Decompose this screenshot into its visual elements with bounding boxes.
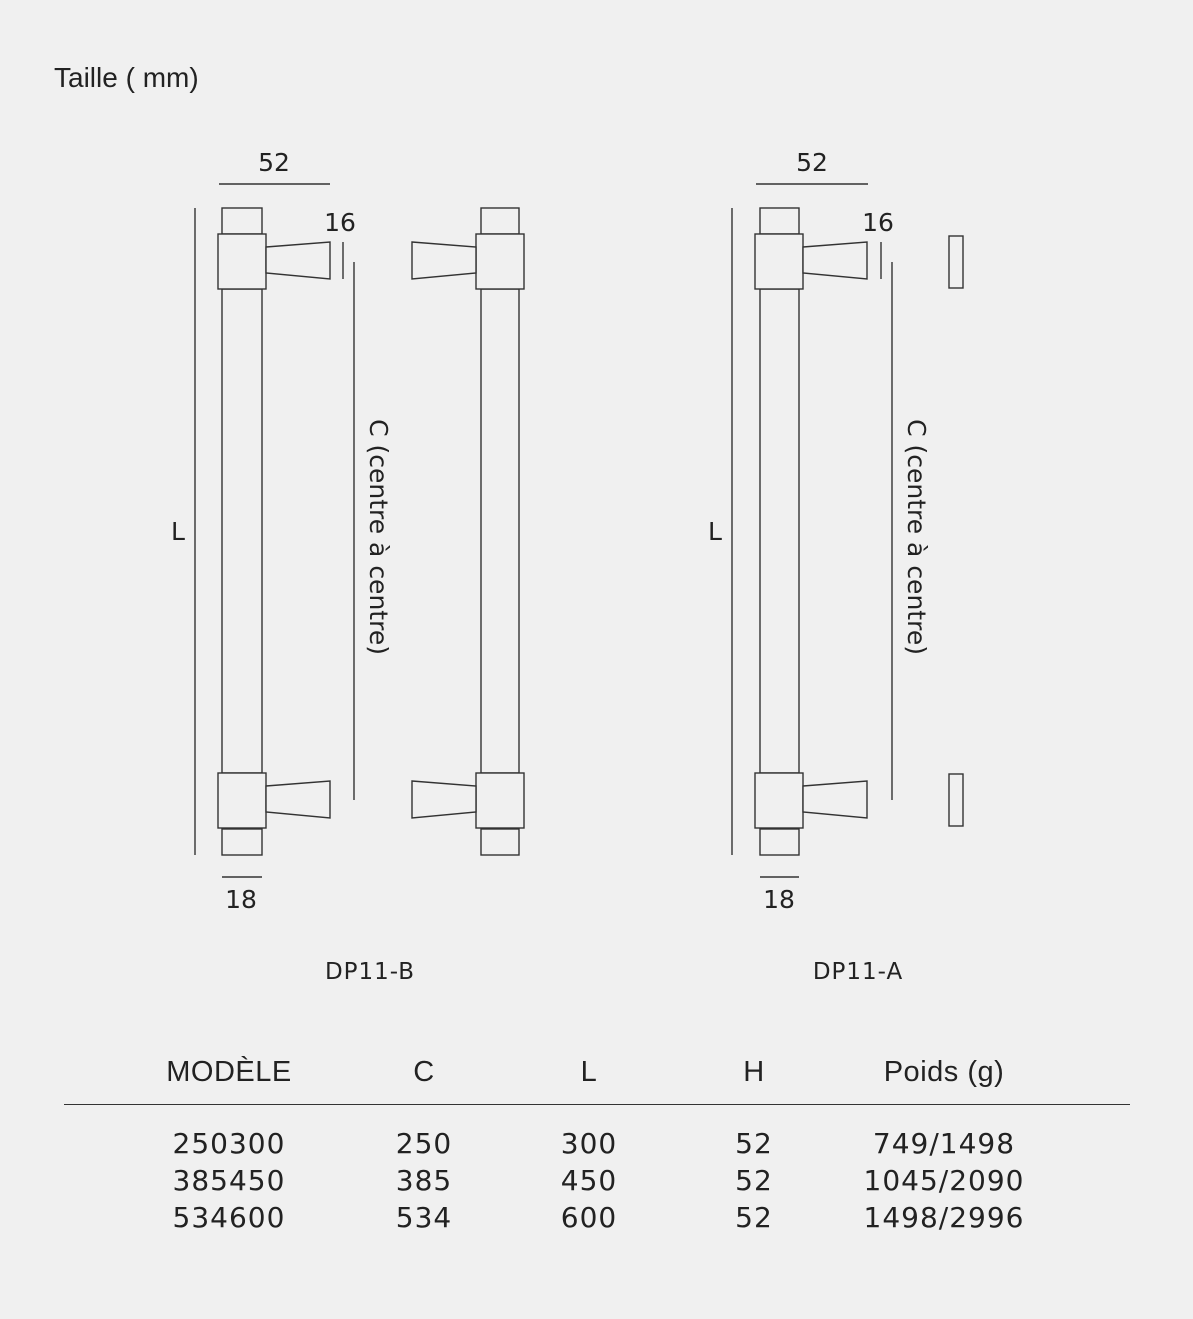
lower-mount-block [476,773,524,828]
bar-top-end [222,208,262,234]
dp11-a-back-view [949,236,963,826]
bar-dimension-label: 18 [763,885,795,914]
cell-c: 250 [395,1127,453,1160]
upper-rosette [949,236,963,288]
cell-c: 385 [395,1164,453,1197]
table-row [64,1201,1130,1238]
cell-weight: 749/1498 [872,1127,1016,1160]
header-model: MODÈLE [166,1056,292,1088]
cell-h: 52 [735,1164,773,1197]
cell-model: 385450 [172,1164,286,1197]
cell-l: 450 [560,1164,618,1197]
table-row [64,1127,1130,1164]
page-title: Taille ( mm) [54,62,199,93]
header-l: L [580,1056,598,1088]
table-row [64,1164,1130,1201]
bar-body [760,289,799,773]
cell-l: 300 [560,1127,618,1160]
cell-h: 52 [735,1201,773,1234]
lower-rosette [949,774,963,826]
upper-mount-block [218,234,266,289]
lower-post [266,781,330,818]
spec-table [64,1050,1130,1238]
cell-c: 534 [395,1201,453,1234]
dp11-a-front-view [708,148,931,914]
upper-post [266,242,330,279]
cell-weight: 1045/2090 [863,1164,1025,1197]
header-h: H [743,1056,765,1088]
length-dimension-label: L [171,517,185,546]
bar-bottom-end [481,829,519,855]
table-header [64,1050,1130,1105]
center-dimension-label: C (centre à centre) [364,419,393,655]
bar-bottom-end [760,829,799,855]
cell-model: 534600 [172,1201,286,1234]
post-dimension-label: 16 [862,208,894,237]
upper-post [412,242,476,279]
lower-mount-block [218,773,266,828]
bar-body [481,289,519,773]
bar-dimension-label: 18 [225,885,257,914]
length-dimension-label: L [708,517,722,546]
bar-bottom-end [222,829,262,855]
width-dimension-label: 52 [258,148,290,177]
model-label-dp11-a: DP11-A [812,959,904,985]
dp11-b-back-view [412,208,524,855]
post-dimension-label: 16 [324,208,356,237]
center-dimension-label: C (centre à centre) [902,419,931,655]
lower-post [803,781,867,818]
upper-post [803,242,867,279]
width-dimension-label: 52 [796,148,828,177]
header-weight: Poids (g) [883,1056,1005,1088]
bar-body [222,289,262,773]
cell-weight: 1498/2996 [863,1201,1025,1234]
upper-mount-block [476,234,524,289]
bar-top-end [481,208,519,234]
lower-post [412,781,476,818]
model-label-dp11-b: DP11-B [324,959,416,985]
cell-h: 52 [735,1127,773,1160]
upper-mount-block [755,234,803,289]
bar-top-end [760,208,799,234]
lower-mount-block [755,773,803,828]
dp11-b-front-view [171,148,393,914]
cell-l: 600 [560,1201,618,1234]
header-c: C [413,1056,435,1088]
cell-model: 250300 [172,1127,286,1160]
